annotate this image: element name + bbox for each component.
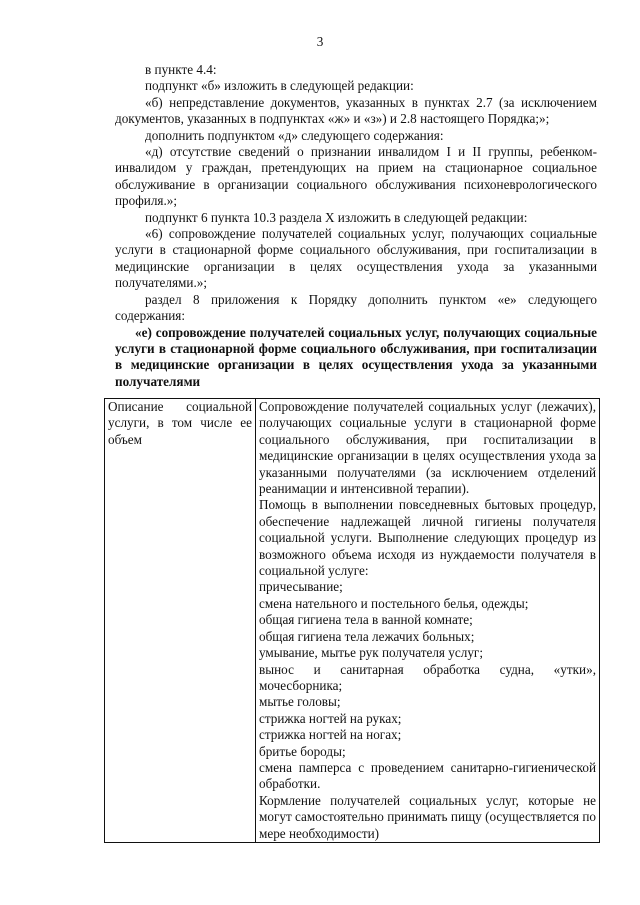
table-cell-line: стрижка ногтей на руках; [259,710,402,726]
paragraph: дополнить подпунктом «д» следующего содержания: [145,127,444,143]
table-label-cell: Описание социальной услуги, в том числе ее объем [105,399,256,843]
body-text [115,62,597,390]
paragraph: «б) непредставление документов, указанных в пунктах 2.7 (за исключением документов, указанных в подпунктах «ж» и «з») и 2.8 настоящего Порядка;»; [115,94,597,127]
paragraph: подпункт «б» изложить в следующей редакции: [145,78,414,94]
table-cell-line: общая гигиена тела в ванной комнате; [259,612,473,628]
table-cell-line: смена памперса с проведением санитарно-гигиенической обработки. [259,759,596,792]
page-number: 3 [316,34,324,49]
table-cell-line: бритье бороды; [259,743,346,759]
table-cell-line: общая гигиена тела лежачих больных; [259,628,475,644]
table-cell-line: стрижка ногтей на ногах; [259,727,402,743]
table-cell-line: Кормление получателей социальных услуг, которые не могут самостоятельно принимать пищу (осуществляется по мере необходимости) [259,792,596,841]
table-cell-line: смена нательного и постельного белья, одежды; [259,595,529,611]
table-content-cell [256,399,600,843]
service-description-table [104,398,600,843]
table-cell-line: причесывание; [259,579,343,595]
table-cell-line: Помощь в выполнении повседневных бытовых процедур, обеспечение надлежащей личной гигиены получателя социальной услуги. Выполнение следующих процедур из возможного объема исходя из нуждаемости получателя в социальной услуге: [259,497,596,579]
paragraph: «6) сопровождение получателей социальных услуг, получающих социальные услуги в стационарной форме социального обслуживания, при госпитализации в медицинские организации в целях осуществления ухода за указанными получателями.»; [115,226,597,291]
table-cell-line: умывание, мытье рук получателя услуг; [259,645,483,661]
table-cell-line: Сопровождение получателей социальных услуг (лежачих), получающих социальные услуги в стационарной форме социального обслуживания, при госпитализации в медицинские организации в целях осуществления ухода за указанными получателями (за исключением отделений реанимации и интенсивной терапии). [259,399,596,497]
paragraph: раздел 8 приложения к Порядку дополнить пунктом «е» следующего содержания: [115,291,597,324]
paragraph: подпункт 6 пункта 10.3 раздела X изложить в следующей редакции: [145,209,528,225]
paragraph-bold: «е) сопровождение получателей социальных услуг, получающих социальные услуги в стационарной форме социального обслуживания, при госпитализации в медицинские организации в целях осуществления ухода за указанными получателями [115,324,597,389]
table-cell-line: вынос и санитарная обработка судна, «утки», мочесборника; [259,661,596,693]
table-cell-line: мытье головы; [259,694,341,710]
paragraph: в пункте 4.4: [145,62,217,77]
table-row [105,399,600,843]
paragraph: «д) отсутствие сведений о признании инвалидом I и II группы, ребенком-инвалидом у граждан, претендующих на прием на стационарное социальное обслуживание в организации социального обслуживания психоневрологического профиля.»; [115,144,597,209]
